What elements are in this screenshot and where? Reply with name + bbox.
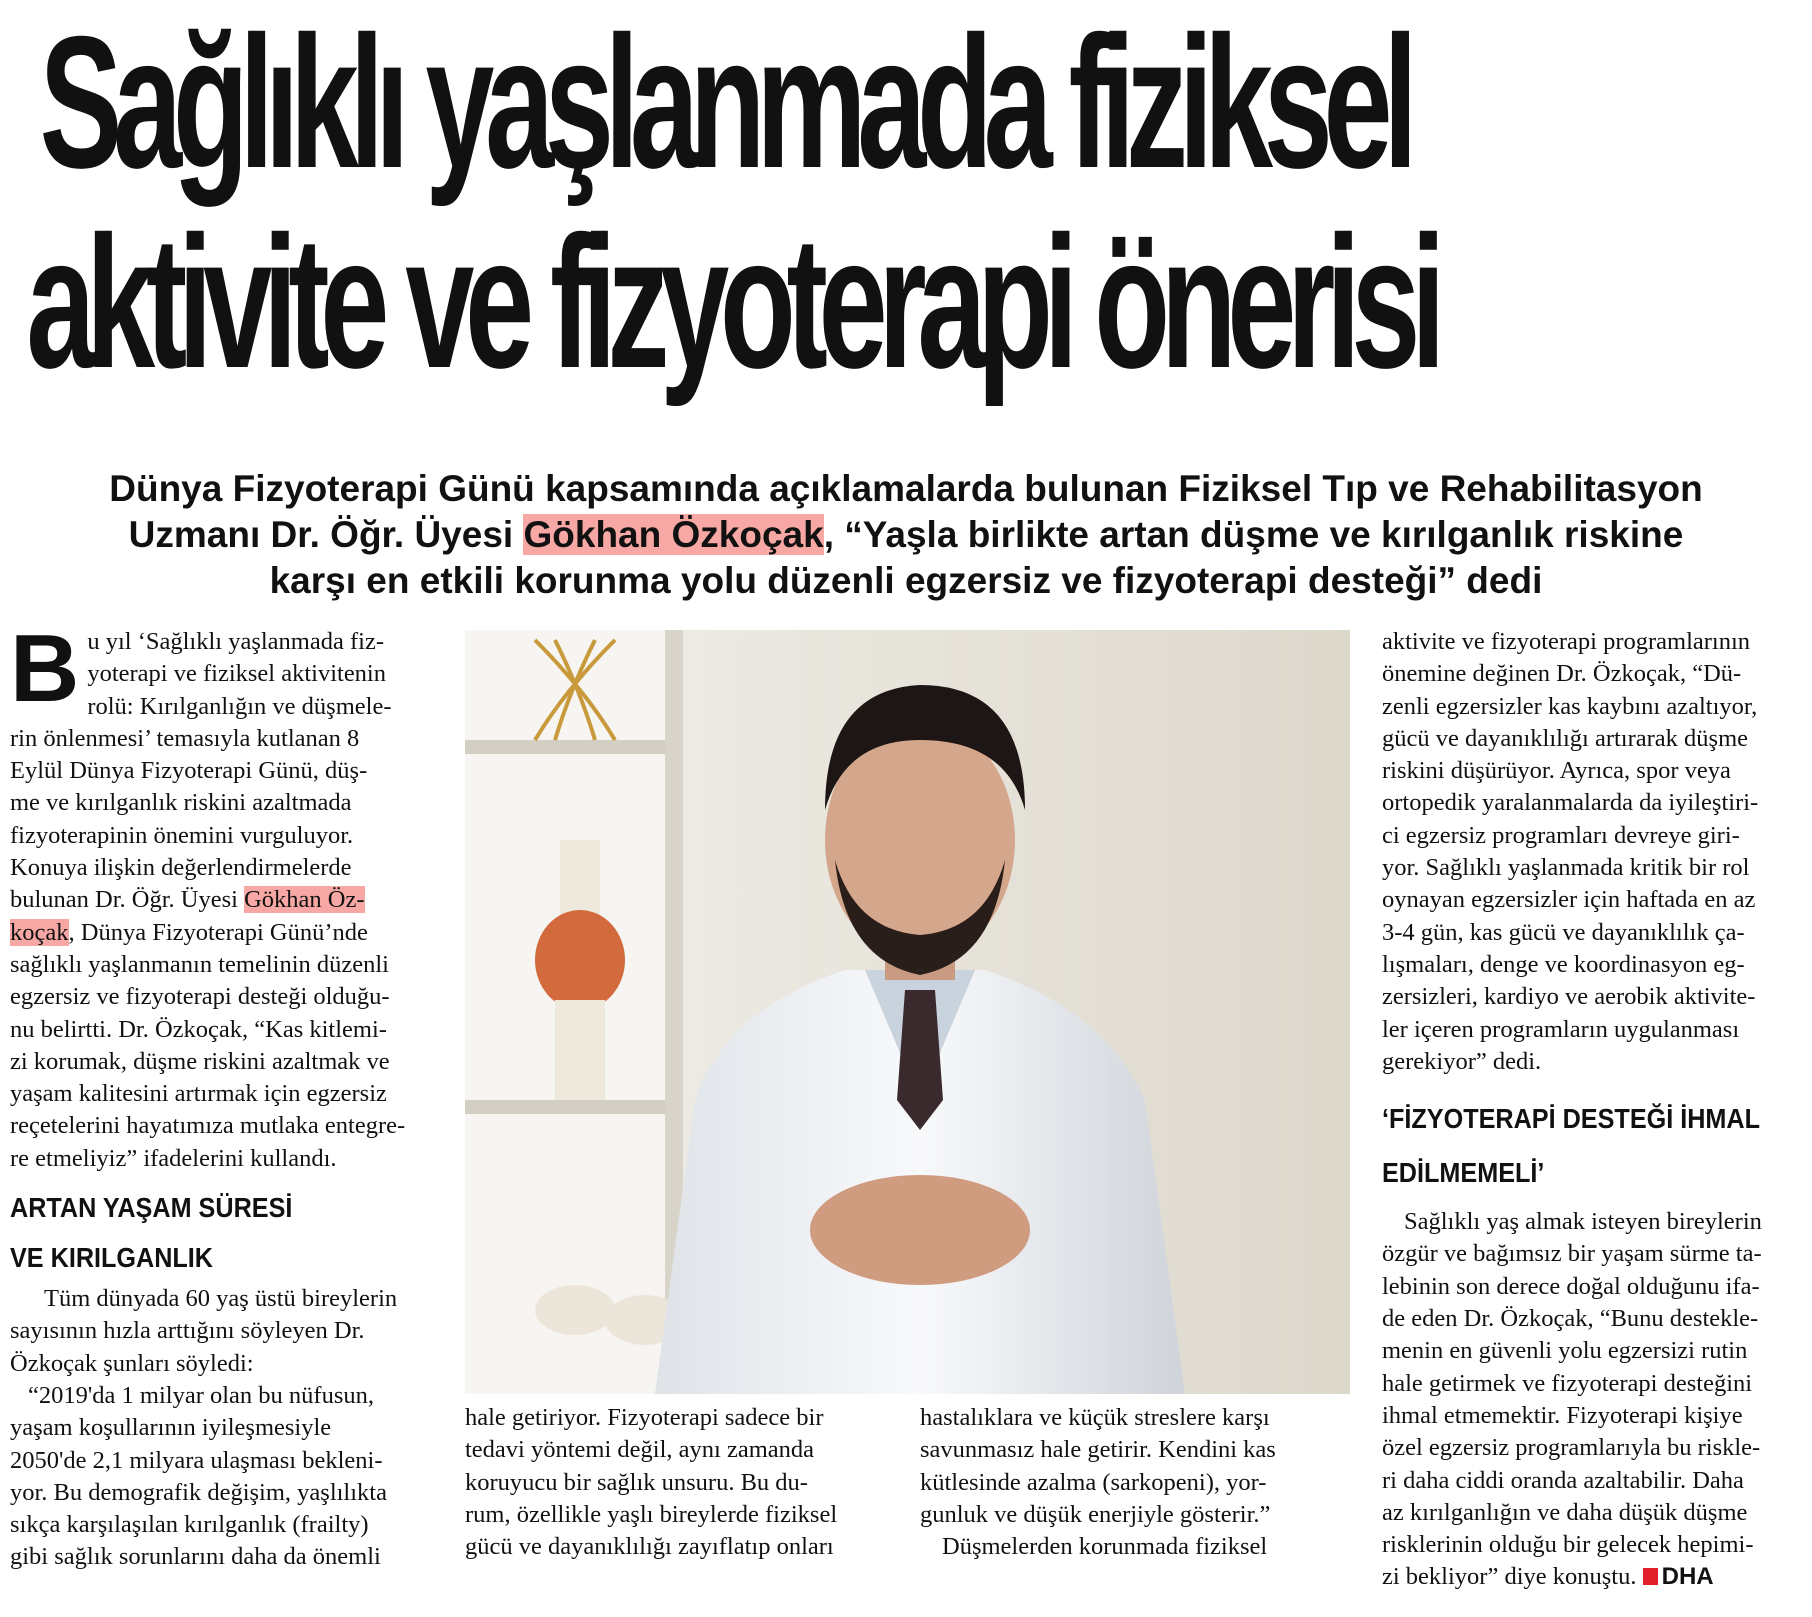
text-line: sayısının hızla arttığını söyleyen Dr. (10, 1317, 365, 1345)
text-line: yaşam kalitesini artırmak için egzersiz (10, 1080, 387, 1108)
text-line: savunmasız hale getirir. Kendini kas (920, 1436, 1276, 1464)
headline-line-1: Sağlıklı yaşlanmada fiziksel (39, 0, 1409, 207)
text-line: gibi sağlık sorunlarını daha da önemli (10, 1543, 381, 1571)
text-line: ler içeren programların uygulanması (1382, 1015, 1740, 1043)
deck-line-2 (0, 512, 1812, 558)
headline (0, 0, 1437, 407)
highlighted-name: Gökhan Özkoçak (523, 514, 824, 555)
text-line: sağlıklı yaşlanmanın temelinin düzenli (10, 950, 389, 978)
text-line: Tüm dünyada 60 yaş üstü bireylerin (44, 1285, 398, 1313)
portrait-photo (465, 630, 1350, 1394)
text-line: gunluk ve düşük enerjiyle gösterir.” (920, 1500, 1271, 1528)
agency-square-icon (1643, 1568, 1658, 1585)
text-line (10, 917, 442, 949)
text-line: yaşam koşullarının iyileşmesiyle (10, 1414, 332, 1442)
text-line: yoterapi ve fiziksel aktivitenin (87, 660, 386, 688)
text-line: tedavi yöntemi değil, aynı zamanda (465, 1436, 815, 1464)
agency-credit: DHA (1661, 1563, 1714, 1591)
text-line: oynayan egzersizler için haftada en az (1382, 886, 1756, 914)
text-line: hastalıklara ve küçük streslere karşı (920, 1404, 1270, 1431)
text-line: Konuya ilişkin değerlendirmelerde (10, 854, 352, 882)
text-line: gerekiyor” dedi. (1382, 1047, 1542, 1075)
text-line: ri daha ciddi oranda azaltabilir. Daha (1382, 1466, 1744, 1494)
text-line: az kırılganlığın ve daha düşük düşme (1382, 1498, 1748, 1526)
text-line: nu belirtti. Dr. Özkoçak, “Kas kitlemi- (10, 1015, 387, 1043)
text-line: Özkoçak şunları söyledi: (10, 1349, 254, 1377)
text-line: 2050'de 2,1 milyara ulaşması bekleni- (10, 1446, 383, 1474)
text-line: aktivite ve fizyoterapi programlarının (1382, 628, 1751, 655)
text-line: Eylül Dünya Fizyoterapi Günü, düş- (10, 757, 368, 785)
text-line: fizyoterapinin önemini vurguluyor. (10, 821, 354, 849)
text-line: yor. Sağlıklı yaşlanmada kritik bir rol (1382, 854, 1750, 882)
deck-text: Uzmanı Dr. Öğr. Üyesi (128, 514, 524, 555)
column-4 (1382, 626, 1802, 1594)
text-line: risklerinin olduğu bir gelecek hepimi- (1382, 1531, 1754, 1559)
deck-text: , “Yaşla birlikte artan düşme ve kırılganlık riskine (823, 514, 1684, 555)
text-line: zenli egzersizler kas kaybını azaltıyor, (1382, 692, 1758, 720)
text-line: lebinin son derece doğal olduğunu ifa- (1382, 1272, 1760, 1300)
text-line: Düşmelerden korunmada fiziksel (942, 1533, 1268, 1561)
text-line: egzersiz ve fizyoterapi desteği olduğu- (10, 983, 390, 1011)
text-line: “2019'da 1 milyar olan bu nüfusun, (28, 1381, 374, 1409)
text-span: bulunan Dr. Öğr. Üyesi (10, 886, 245, 914)
text-line: rolü: Kırılganlığın ve düşmele- (87, 692, 392, 720)
text-line: yor. Bu demografik değişim, yaşlılıkta (10, 1478, 387, 1506)
column-3 (920, 1402, 1340, 1563)
text-line: gücü ve dayanıklılığı zayıflatıp onları (465, 1533, 834, 1561)
text-line: önemine değinen Dr. Özkoçak, “Dü- (1382, 660, 1742, 688)
text-line: Sağlıklı yaş almak isteyen bireylerin (1404, 1208, 1762, 1236)
text-line: özel egzersiz programlarıyla bu riskle- (1382, 1434, 1761, 1462)
highlighted-name: Gökhan Öz- (244, 886, 365, 914)
text-line: re etmeliyiz” ifadelerini kullandı. (10, 1144, 337, 1172)
text-line: rin önlenmesi’ temasıyla kutlanan 8 (10, 724, 360, 752)
text-line: menin en güvenli yolu egzersizi rutin (1382, 1337, 1748, 1365)
text-line: ci egzersiz programları devreye giri- (1382, 821, 1740, 849)
deck-line-1: Dünya Fizyoterapi Günü kapsamında açıklamalarda bulunan Fiziksel Tıp ve Rehabilitasyon (109, 468, 1703, 509)
subheading: VE KIRILGANLIK (10, 1242, 214, 1274)
text-span: , Dünya Fizyoterapi Günü’nde (68, 918, 368, 946)
deck-line-3: karşı en etkili korunma yolu düzenli egzersiz ve fizyoterapi desteği” dedi (269, 560, 1543, 601)
column-1 (10, 615, 442, 1574)
subheading: EDİLMEMELİ’ (1382, 1157, 1545, 1189)
text-line: kütlesinde azalma (sarkopeni), yor- (920, 1468, 1267, 1496)
text-span: zi bekliyor” diye konuştu. (1382, 1563, 1637, 1591)
drop-cap: B (10, 615, 80, 722)
text-line: rum, özellikle yaşlı bireylerde fiziksel (465, 1500, 838, 1528)
text-line: ihmal etmemektir. Fizyoterapi kişiye (1382, 1401, 1743, 1429)
text-line: reçetelerini hayatımıza mutlaka entegre- (10, 1112, 406, 1140)
text-line: zersizleri, kardiyo ve aerobik aktivite- (1382, 983, 1756, 1011)
text-line (1382, 1561, 1802, 1593)
text-line: lışmaları, denge ve koordinasyon eg- (1382, 950, 1745, 978)
text-line: 3-4 gün, kas gücü ve dayanıklılık ça- (1382, 918, 1745, 946)
column-2 (465, 1402, 885, 1563)
text-line: riskini düşürüyor. Ayrıca, spor veya (1382, 757, 1731, 785)
text-line: de eden Dr. Özkoçak, “Bunu destekle- (1382, 1305, 1759, 1333)
text-line: hale getiriyor. Fizyoterapi sadece bir (465, 1404, 824, 1431)
text-line: sıkça karşılaşılan kırılganlık (frailty) (10, 1511, 369, 1539)
text-line: özgür ve bağımsız bir yaşam sürme ta- (1382, 1240, 1762, 1268)
highlighted-name: koçak (10, 918, 69, 946)
text-line: gücü ve dayanıklılığı artırarak düşme (1382, 724, 1749, 752)
subheading: ‘FİZYOTERAPİ DESTEĞİ İHMAL (1382, 1103, 1761, 1135)
headline-line-2: aktivite ve fizyoterapi önerisi (26, 197, 1437, 407)
text-line: u yıl ‘Sağlıklı yaşlanmada fiz- (87, 628, 384, 655)
text-line: hale getirmek ve fizyoterapi desteğini (1382, 1369, 1753, 1397)
deck (0, 466, 1812, 604)
text-line: koruyucu bir sağlık unsuru. Bu du- (465, 1468, 808, 1496)
doctor-portrait-illustration (465, 630, 1350, 1394)
text-line: ortopedik yaralanmalarda da iyileştiri- (1382, 789, 1759, 817)
text-line: zi korumak, düşme riskini azaltmak ve (10, 1047, 390, 1075)
subheading: ARTAN YAŞAM SÜRESİ (10, 1192, 293, 1224)
text-line: me ve kırılganlık riskini azaltmada (10, 789, 352, 817)
text-line (10, 884, 442, 916)
